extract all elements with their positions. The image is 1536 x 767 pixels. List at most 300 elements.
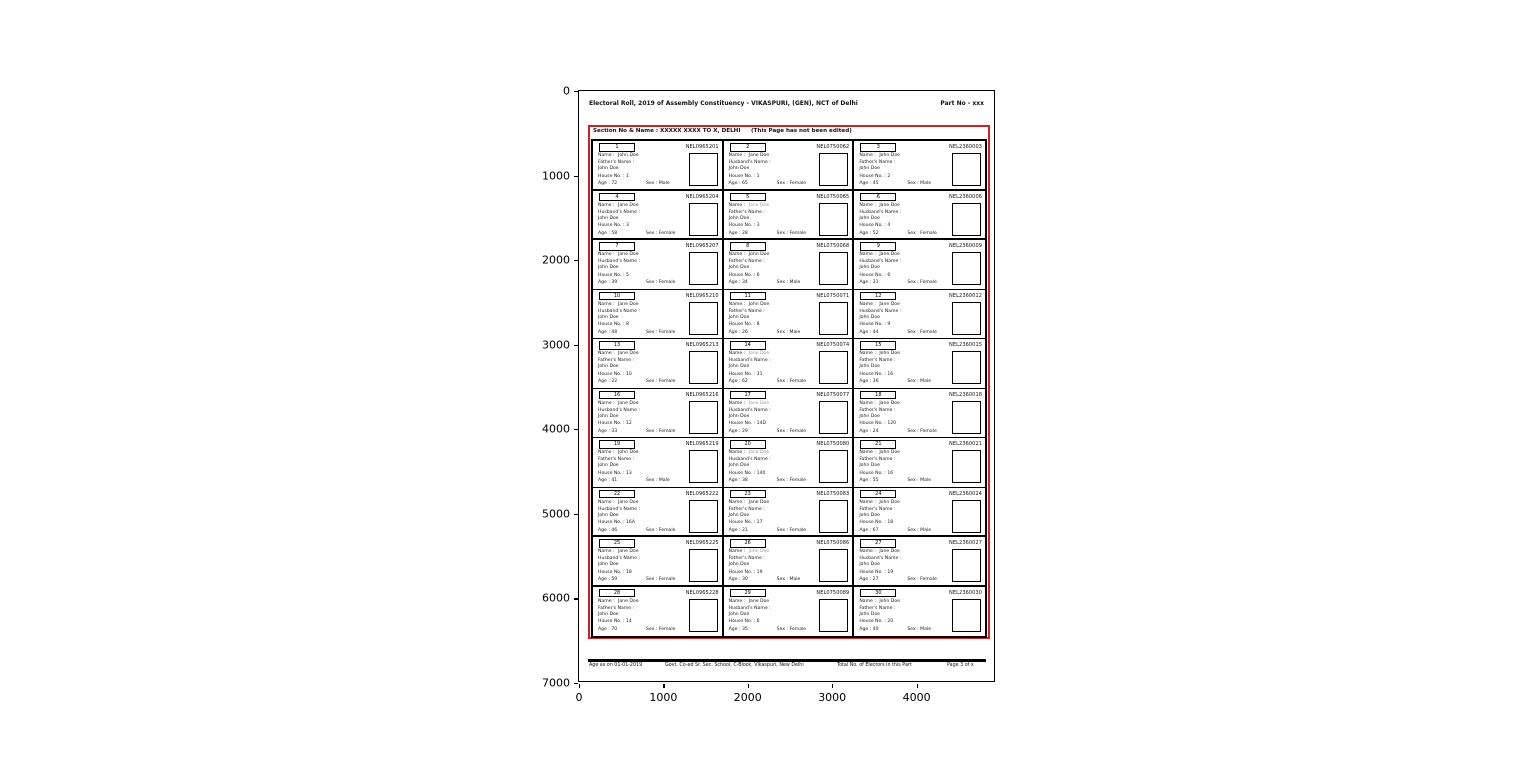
name-line (859, 153, 900, 158)
age-sex-line (729, 627, 806, 632)
relation-label: Father's Name : (598, 457, 635, 462)
name-label: Name : (728, 549, 746, 554)
name-line (859, 450, 900, 455)
age-sex-line (598, 231, 675, 236)
voter-cell (593, 438, 724, 488)
house-value: 3 (626, 223, 629, 228)
y-tick-label: 7000 (542, 676, 570, 690)
house-line (859, 471, 893, 476)
name-line (598, 302, 639, 307)
house-line (598, 520, 635, 525)
house-value: 31 (756, 371, 763, 377)
relation-label: Husband's Name : (728, 457, 771, 462)
photo-box (819, 302, 848, 335)
y-tick-label: 4000 (542, 422, 570, 436)
sex-value: Sex : Male (646, 181, 670, 186)
tick-mark (574, 429, 578, 430)
epic-number: NEL2360030 (949, 589, 982, 596)
voter-cell (854, 438, 985, 488)
house-label: House No. : (598, 173, 625, 179)
name-value: John Doe (879, 450, 900, 455)
relation-label: Husband's Name : (598, 506, 640, 512)
house-line (859, 223, 890, 228)
name-value: John Doe (748, 301, 770, 307)
relation-name: John Doe (728, 512, 750, 518)
house-label: House No. : (728, 371, 756, 377)
age-value: Age : 72 (598, 181, 618, 186)
age-value: Age : 48 (598, 329, 618, 335)
document-header (589, 100, 984, 110)
relation-name: John Doe (728, 265, 750, 270)
age-value: Age : 44 (859, 329, 879, 335)
house-value: 14D (756, 421, 767, 426)
relation-name: John Doe (598, 166, 619, 171)
voter-cell (854, 389, 985, 439)
relation-label: Father's Name : (728, 259, 765, 264)
serial-number: 15 (860, 341, 896, 350)
name-line (859, 549, 900, 554)
name-value: Jane Doe (748, 499, 770, 505)
voter-cell (854, 339, 985, 389)
voter-cell (724, 488, 855, 538)
age-value: Age : 35 (728, 626, 748, 632)
epic-number: NEL0965219 (685, 441, 719, 447)
house-line (729, 421, 766, 426)
epic-number: NEL0965216 (685, 391, 719, 398)
tick-mark (574, 514, 578, 515)
name-label: Name : (728, 351, 746, 356)
age-sex-line (598, 330, 675, 335)
photo-box (689, 351, 718, 384)
doc-title: Electoral Roll, 2019 of Assembly Constituency - VIKASPURI, (GEN), NCT of Delhi (589, 100, 858, 107)
house-value: 5 (626, 272, 629, 278)
relation-label: Father's Name : (859, 506, 896, 512)
sex-value: Sex : Female (646, 577, 676, 582)
house-line (859, 570, 893, 575)
name-value: Jane Doe (748, 450, 770, 455)
name-line (729, 549, 770, 554)
name-line (729, 401, 770, 406)
house-line (598, 273, 629, 278)
serial-number: 18 (860, 391, 896, 400)
age-sex-line (859, 379, 931, 384)
y-tick-label: 3000 (542, 338, 570, 352)
age-value: Age : 46 (598, 527, 618, 533)
age-sex-line (598, 280, 675, 285)
age-value: Age : 22 (598, 379, 618, 384)
relation-name: John Doe (728, 413, 750, 419)
voter-cell (854, 191, 985, 241)
house-label: House No. : (728, 520, 756, 525)
name-value: John Doe (748, 252, 770, 257)
name-line (598, 500, 639, 505)
age-value: Age : 55 (859, 478, 879, 483)
age-value: Age : 58 (598, 230, 618, 236)
age-sex-line (859, 577, 936, 582)
name-value: Jane Doe (879, 252, 900, 257)
house-label: House No. : (598, 371, 625, 377)
sex-value: Sex : Female (776, 428, 807, 434)
epic-number: NEL0750083 (816, 490, 850, 497)
name-value: Jane Doe (618, 598, 639, 604)
epic-number: NEL0750065 (816, 193, 850, 200)
serial-number: 9 (860, 242, 896, 251)
serial-number: 7 (599, 242, 635, 251)
relation-label: Husband's Name : (728, 358, 771, 363)
relation-name: John Doe (598, 314, 619, 320)
part-no: Part No - xxx (940, 100, 984, 107)
name-label: Name : (598, 301, 615, 307)
name-line (859, 252, 900, 257)
section-header (593, 128, 985, 139)
name-line (598, 401, 639, 406)
serial-number: 17 (730, 391, 766, 400)
y-tick-label: 2000 (542, 253, 570, 267)
sex-value: Sex : Male (776, 280, 801, 285)
age-value: Age : 26 (728, 329, 748, 335)
sex-value: Sex : Female (646, 626, 676, 632)
photo-box (689, 450, 718, 483)
sex-value: Sex : Male (907, 626, 932, 632)
relation-name: John Doe (598, 611, 619, 617)
voter-cell (593, 339, 724, 389)
name-label: Name : (598, 202, 615, 208)
name-value: Jane Doe (879, 400, 900, 406)
serial-number: 13 (599, 341, 635, 350)
photo-box (689, 153, 718, 186)
house-label: House No. : (859, 371, 886, 377)
photo-box (952, 203, 981, 236)
serial-number: 14 (730, 341, 766, 350)
age-value: Age : 24 (859, 428, 879, 434)
house-label: House No. : (859, 470, 886, 476)
house-line (729, 322, 760, 327)
name-value: John Doe (879, 598, 900, 604)
relation-label: Husband's Name : (598, 209, 640, 215)
house-label: House No. : (598, 619, 625, 624)
section-note: (This Page has not been edited) (751, 128, 852, 134)
house-line (729, 471, 766, 476)
name-label: Name : (728, 153, 746, 158)
age-sex-line (859, 528, 931, 533)
sex-value: Sex : Female (646, 379, 676, 384)
house-value: 19 (756, 569, 763, 575)
relation-label: Father's Name : (728, 506, 765, 512)
epic-number: NEL0965201 (685, 144, 719, 150)
name-line (859, 401, 900, 406)
voter-cell (593, 389, 724, 439)
house-value: 14 (626, 619, 632, 624)
tick-mark (574, 91, 578, 92)
relation-label: Father's Name : (859, 605, 896, 611)
age-sex-line (859, 181, 931, 186)
house-value: 9 (887, 322, 891, 327)
age-value: Age : 52 (859, 230, 879, 236)
house-label: House No. : (728, 272, 756, 278)
epic-number: NEL0750080 (816, 441, 850, 447)
epic-number: NEL0965213 (685, 342, 719, 348)
sex-value: Sex : Female (776, 230, 807, 236)
epic-number: NEL0750071 (816, 292, 850, 299)
epic-number: NEL2360024 (949, 490, 982, 497)
relation-name: John Doe (859, 562, 880, 567)
name-label: Name : (598, 499, 615, 505)
house-line (859, 372, 893, 377)
house-line (729, 570, 763, 575)
serial-number: 2 (730, 143, 766, 152)
age-sex-line (598, 577, 675, 582)
house-value: 13 (626, 470, 632, 476)
name-line (729, 252, 770, 257)
name-line (729, 153, 770, 158)
tick-mark (832, 684, 833, 688)
footer-age-ref: Age as on 01-01-2019 (589, 663, 643, 668)
epic-number: NEL2360015 (949, 342, 982, 348)
serial-number: 5 (730, 193, 766, 202)
house-label: House No. : (859, 520, 886, 525)
name-label: Name : (859, 450, 876, 455)
relation-name: John Doe (598, 512, 619, 518)
name-label: Name : (728, 202, 746, 208)
house-label: House No. : (859, 619, 886, 624)
relation-label: Father's Name : (859, 407, 896, 413)
epic-number: NEL0750062 (816, 144, 850, 150)
epic-number: NEL0965204 (685, 193, 719, 200)
house-value: 16 (887, 470, 894, 476)
sex-value: Sex : Female (776, 626, 807, 632)
sex-value: Sex : Female (646, 280, 676, 285)
house-value: 17 (756, 520, 763, 525)
relation-name: John Doe (598, 463, 619, 468)
house-label: House No. : (859, 421, 886, 426)
age-sex-line (729, 478, 806, 483)
epic-number: NEL0965207 (685, 243, 719, 249)
name-line (729, 302, 770, 307)
age-value: Age : 30 (728, 577, 748, 582)
name-value: Jane Doe (748, 202, 770, 208)
voter-cell (724, 141, 855, 191)
name-line (598, 351, 639, 356)
photo-box (689, 599, 718, 632)
age-value: Age : 67 (859, 527, 879, 533)
name-label: Name : (598, 400, 615, 406)
voter-cell (593, 290, 724, 340)
relation-label: Father's Name : (598, 160, 635, 165)
house-value: 1 (626, 173, 629, 179)
photo-box (952, 450, 981, 483)
serial-number: 4 (599, 193, 635, 202)
sex-value: Sex : Male (776, 577, 801, 582)
sex-value: Sex : Male (776, 329, 801, 335)
name-line (729, 599, 770, 604)
relation-name: John Doe (859, 166, 880, 171)
name-value: Jane Doe (748, 400, 770, 406)
relation-label: Husband's Name : (598, 259, 640, 264)
name-label: Name : (859, 549, 876, 554)
name-value: John Doe (879, 153, 900, 158)
voter-cell (854, 290, 985, 340)
name-label: Name : (859, 598, 876, 604)
serial-number: 29 (730, 589, 766, 598)
photo-box (819, 153, 848, 186)
voter-cell (724, 438, 855, 488)
sex-value: Sex : Female (646, 230, 676, 236)
name-label: Name : (859, 252, 876, 257)
house-line (859, 421, 896, 426)
house-value: 16 (887, 371, 894, 377)
house-line (859, 322, 890, 327)
age-sex-line (859, 627, 931, 632)
name-line (598, 252, 639, 257)
name-line (598, 450, 639, 455)
sex-value: Sex : Male (907, 478, 932, 483)
age-value: Age : 29 (728, 428, 748, 434)
name-label: Name : (598, 252, 615, 257)
photo-box (689, 401, 718, 434)
name-value: Jane Doe (879, 202, 900, 208)
epic-number: NEL0750068 (816, 243, 850, 249)
age-sex-line (598, 429, 675, 434)
serial-number: 28 (599, 589, 635, 598)
house-value: 18 (887, 520, 894, 525)
house-line (729, 223, 760, 228)
photo-box (819, 599, 848, 632)
relation-label: Father's Name : (728, 308, 765, 314)
document-footer (589, 663, 985, 672)
sex-value: Sex : Male (907, 181, 932, 186)
serial-number: 19 (599, 440, 635, 449)
name-line (729, 500, 770, 505)
name-label: Name : (859, 400, 876, 406)
house-label: House No. : (859, 173, 886, 179)
serial-number: 11 (730, 292, 766, 301)
sex-value: Sex : Female (907, 577, 937, 582)
relation-label: Husband's Name : (598, 556, 640, 561)
house-label: House No. : (728, 421, 756, 426)
name-value: John Doe (748, 549, 770, 554)
name-value: Jane Doe (618, 252, 639, 257)
name-line (859, 500, 900, 505)
epic-number: NEL0965225 (685, 540, 719, 546)
relation-name: John Doe (728, 463, 750, 468)
age-value: Age : 65 (728, 181, 748, 186)
house-value: 2 (887, 173, 891, 179)
epic-number: NEL2360009 (949, 243, 982, 249)
sex-value: Sex : Male (907, 527, 932, 533)
serial-number: 24 (860, 490, 896, 499)
voter-cell (593, 537, 724, 587)
age-sex-line (729, 429, 806, 434)
photo-box (689, 203, 718, 236)
age-value: Age : 21 (728, 527, 748, 533)
serial-number: 8 (730, 242, 766, 251)
photo-box (819, 203, 848, 236)
name-value: Jane Doe (618, 499, 639, 505)
serial-number: 27 (860, 539, 896, 548)
name-line (598, 203, 639, 208)
relation-name: John Doe (859, 215, 880, 221)
voter-cell (724, 240, 855, 290)
serial-number: 25 (599, 539, 635, 548)
sex-value: Sex : Female (646, 428, 676, 434)
relation-label: Father's Name : (598, 358, 635, 363)
serial-number: 16 (599, 391, 635, 400)
name-label: Name : (598, 598, 615, 604)
name-line (729, 351, 770, 356)
name-line (729, 203, 770, 208)
house-label: House No. : (728, 322, 756, 327)
age-value: Age : 70 (598, 626, 618, 632)
relation-name: John Doe (859, 413, 880, 419)
age-sex-line (598, 627, 675, 632)
photo-box (689, 302, 718, 335)
age-sex-line (598, 528, 675, 533)
voter-cell (854, 537, 985, 587)
name-value: John Doe (618, 153, 639, 158)
name-value: John Doe (879, 499, 900, 505)
house-value: 6 (887, 272, 891, 278)
relation-label: Father's Name : (859, 358, 896, 363)
relation-label: Father's Name : (598, 605, 635, 611)
photo-box (952, 500, 981, 533)
house-line (729, 619, 760, 624)
footer-page-number: Page 3 of x (947, 663, 974, 668)
house-line (598, 174, 629, 179)
tick-mark (574, 683, 578, 684)
house-label: House No. : (598, 322, 625, 327)
section-label: Section No & Name : XXXXX XXXX TO X, DELHI (593, 128, 741, 134)
serial-number: 22 (599, 490, 635, 499)
house-line (598, 223, 629, 228)
age-sex-line (729, 577, 801, 582)
photo-box (819, 549, 848, 582)
photo-box (819, 351, 848, 384)
age-sex-line (729, 181, 806, 186)
house-label: House No. : (598, 520, 625, 525)
voter-cell (724, 290, 855, 340)
name-line (859, 599, 900, 604)
relation-name: John Doe (728, 562, 750, 567)
age-value: Age : 38 (728, 478, 748, 483)
relation-name: John Doe (859, 314, 880, 320)
epic-number: NEL2360018 (949, 391, 982, 398)
relation-name: John Doe (859, 364, 880, 369)
house-value: 6 (756, 272, 760, 278)
epic-number: NEL2360021 (949, 441, 982, 447)
relation-name: John Doe (598, 413, 619, 419)
serial-number: 23 (730, 490, 766, 499)
epic-number: NEL2360027 (949, 540, 982, 546)
x-tick-label: 4000 (902, 691, 931, 704)
relation-label: Father's Name : (859, 160, 896, 165)
house-line (859, 520, 893, 525)
house-value: 20 (887, 619, 894, 624)
tick-mark (574, 345, 578, 346)
house-value: 10 (626, 371, 632, 377)
house-label: House No. : (859, 272, 886, 278)
epic-number: NEL2360006 (949, 193, 982, 200)
relation-label: Husband's Name : (859, 259, 902, 264)
voter-cell (724, 339, 855, 389)
house-label: House No. : (859, 223, 886, 228)
photo-box (689, 252, 718, 285)
house-label: House No. : (598, 421, 625, 426)
epic-number: NEL0750074 (816, 342, 850, 348)
house-value: 6 (756, 619, 760, 624)
tick-mark (579, 684, 580, 688)
relation-name: John Doe (598, 265, 619, 270)
plot-area (542, 84, 995, 704)
